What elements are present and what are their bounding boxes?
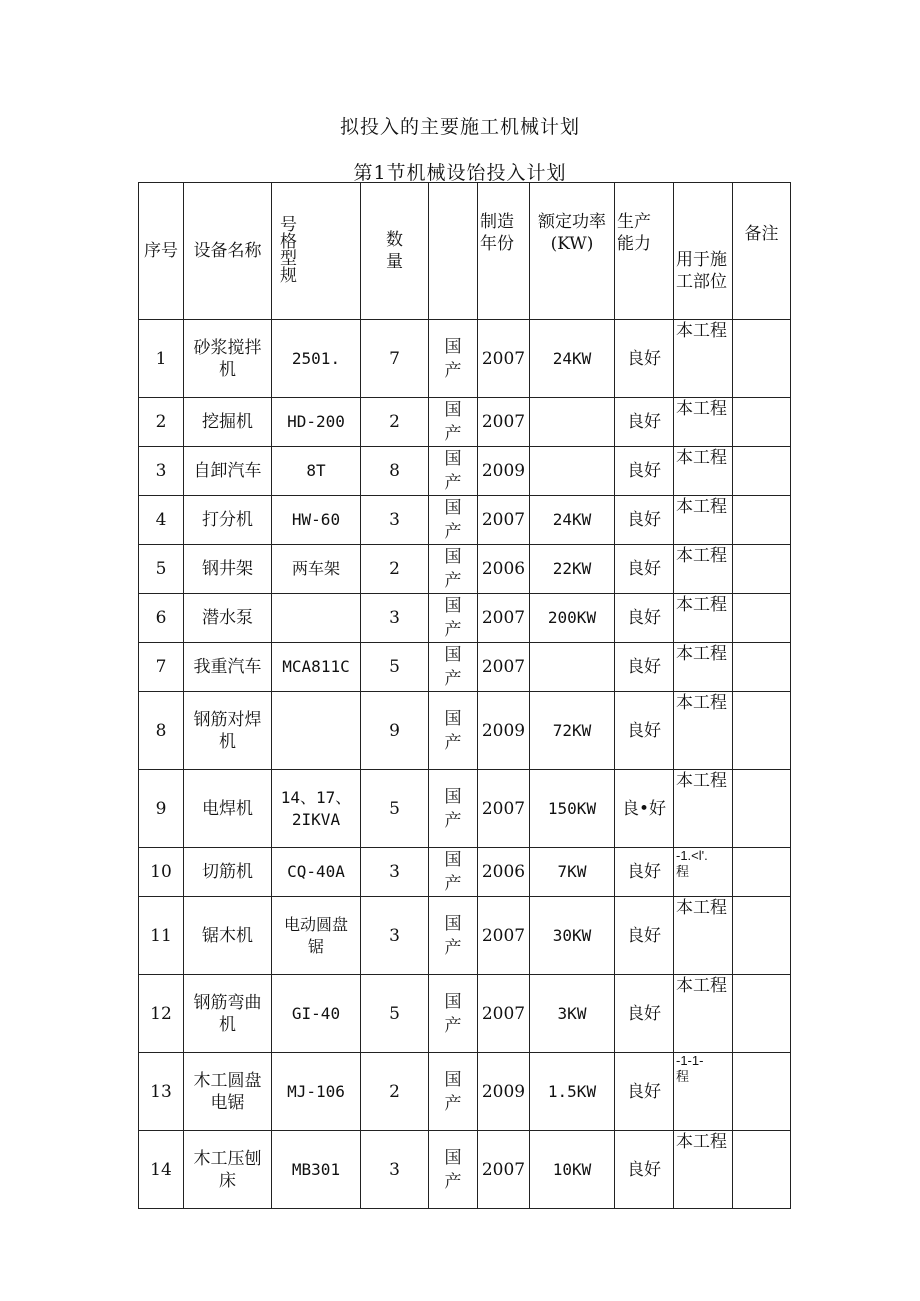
cell-power: 3KW [530, 975, 615, 1053]
cell-spec: MJ-106 [272, 1053, 361, 1131]
header-spec: 号 格 型 规 [272, 183, 361, 320]
cell-spec: 14、17、 2IKVA [272, 770, 361, 848]
cell-remark [733, 643, 791, 692]
cell-seq: 14 [139, 1131, 184, 1209]
cell-origin: 国 产 [429, 975, 478, 1053]
cell-seq: 12 [139, 975, 184, 1053]
cell-year: 2007 [478, 975, 530, 1053]
cell-remark [733, 594, 791, 643]
table-row [139, 398, 791, 447]
cell-capacity: 良好 [615, 692, 674, 770]
cell-name: 锯木机 [184, 897, 272, 975]
cell-year: 2007 [478, 897, 530, 975]
cell-power [530, 447, 615, 496]
cell-usage: 本工程 [674, 770, 733, 848]
cell-usage: 本工程 [674, 447, 733, 496]
cell-seq: 10 [139, 848, 184, 897]
cell-origin: 国 产 [429, 545, 478, 594]
cell-year: 2007 [478, 594, 530, 643]
cell-seq: 9 [139, 770, 184, 848]
cell-remark [733, 1053, 791, 1131]
cell-qty: 3 [361, 1131, 429, 1209]
cell-qty: 5 [361, 643, 429, 692]
cell-origin: 国 产 [429, 692, 478, 770]
table-row [139, 1053, 791, 1131]
cell-origin: 国 产 [429, 643, 478, 692]
header-origin [429, 183, 478, 320]
cell-usage: 本工程 [674, 398, 733, 447]
cell-remark [733, 770, 791, 848]
cell-capacity: 良好 [615, 1131, 674, 1209]
table-row [139, 447, 791, 496]
table-row [139, 320, 791, 398]
cell-power: 72KW [530, 692, 615, 770]
table-row [139, 643, 791, 692]
cell-spec: HW-60 [272, 496, 361, 545]
cell-spec: 8T [272, 447, 361, 496]
header-seq: 序号 [139, 183, 184, 320]
cell-spec: CQ-40A [272, 848, 361, 897]
header-row [139, 183, 791, 320]
cell-power: 10KW [530, 1131, 615, 1209]
cell-qty: 3 [361, 848, 429, 897]
cell-name: 钢井架 [184, 545, 272, 594]
cell-remark [733, 1131, 791, 1209]
table-row [139, 692, 791, 770]
header-name: 设备名称 [184, 183, 272, 320]
cell-qty: 2 [361, 545, 429, 594]
cell-origin: 国 产 [429, 496, 478, 545]
table-row [139, 897, 791, 975]
cell-power [530, 643, 615, 692]
cell-spec: MCA811C [272, 643, 361, 692]
cell-remark [733, 975, 791, 1053]
cell-origin: 国 产 [429, 594, 478, 643]
table-row [139, 975, 791, 1053]
cell-seq: 6 [139, 594, 184, 643]
cell-seq: 5 [139, 545, 184, 594]
cell-usage: 本工程 [674, 496, 733, 545]
cell-capacity: 良好 [615, 1053, 674, 1131]
document-title: 拟投入的主要施工机械计划 [339, 116, 580, 138]
cell-name: 砂浆搅拌 机 [184, 320, 272, 398]
cell-power: 24KW [530, 496, 615, 545]
cell-usage: 本工程 [674, 692, 733, 770]
cell-seq: 8 [139, 692, 184, 770]
cell-qty: 7 [361, 320, 429, 398]
cell-name: 潜水泵 [184, 594, 272, 643]
cell-name: 自卸汽车 [184, 447, 272, 496]
cell-name: 挖掘机 [184, 398, 272, 447]
cell-qty: 2 [361, 1053, 429, 1131]
cell-year: 2006 [478, 545, 530, 594]
cell-spec [272, 692, 361, 770]
cell-remark [733, 496, 791, 545]
cell-remark [733, 447, 791, 496]
cell-name: 切筋机 [184, 848, 272, 897]
cell-spec [272, 594, 361, 643]
header-capacity: 生产 能力 [615, 183, 674, 320]
cell-spec: 电动圆盘 锯 [272, 897, 361, 975]
cell-usage: 本工程 [674, 320, 733, 398]
cell-origin: 国 产 [429, 1053, 478, 1131]
cell-year: 2007 [478, 496, 530, 545]
cell-name: 钢筋对焊 机 [184, 692, 272, 770]
cell-capacity: 良好 [615, 594, 674, 643]
cell-name: 我重汽车 [184, 643, 272, 692]
cell-origin: 国 产 [429, 447, 478, 496]
cell-qty: 3 [361, 594, 429, 643]
cell-capacity: 良好 [615, 643, 674, 692]
section-subtitle: 第1节机械设饴投入计划 [353, 162, 567, 184]
cell-power: 1.5KW [530, 1053, 615, 1131]
cell-seq: 2 [139, 398, 184, 447]
cell-power: 30KW [530, 897, 615, 975]
cell-year: 2006 [478, 848, 530, 897]
table-row [139, 496, 791, 545]
cell-seq: 13 [139, 1053, 184, 1131]
cell-power: 22KW [530, 545, 615, 594]
cell-usage: -1.<l'. 程 [674, 848, 733, 897]
cell-name: 钢筋弯曲 机 [184, 975, 272, 1053]
cell-qty: 3 [361, 496, 429, 545]
table-row [139, 1131, 791, 1209]
cell-origin: 国 产 [429, 897, 478, 975]
cell-remark [733, 545, 791, 594]
cell-origin: 国 产 [429, 320, 478, 398]
cell-power: 150KW [530, 770, 615, 848]
cell-qty: 5 [361, 975, 429, 1053]
cell-name: 木工压刨 床 [184, 1131, 272, 1209]
cell-usage: 本工程 [674, 975, 733, 1053]
table-row [139, 770, 791, 848]
cell-spec: 两车架 [272, 545, 361, 594]
cell-usage: 本工程 [674, 545, 733, 594]
cell-capacity: 良好 [615, 447, 674, 496]
cell-year: 2009 [478, 1053, 530, 1131]
cell-year: 2007 [478, 1131, 530, 1209]
cell-origin: 国 产 [429, 770, 478, 848]
cell-seq: 11 [139, 897, 184, 975]
cell-capacity: 良好 [615, 320, 674, 398]
cell-name: 木工圆盘 电锯 [184, 1053, 272, 1131]
cell-name: 打分机 [184, 496, 272, 545]
cell-power: 7KW [530, 848, 615, 897]
cell-power: 24KW [530, 320, 615, 398]
machinery-table [138, 182, 791, 1209]
cell-capacity: 良好 [615, 545, 674, 594]
cell-spec: HD-200 [272, 398, 361, 447]
cell-remark [733, 848, 791, 897]
cell-spec: MB301 [272, 1131, 361, 1209]
cell-qty: 2 [361, 398, 429, 447]
cell-usage: 本工程 [674, 594, 733, 643]
cell-year: 2007 [478, 398, 530, 447]
cell-power: 200KW [530, 594, 615, 643]
header-qty: 数 量 [361, 183, 429, 320]
header-remark: 备注 [733, 183, 791, 320]
cell-power [530, 398, 615, 447]
cell-qty: 5 [361, 770, 429, 848]
cell-seq: 1 [139, 320, 184, 398]
cell-origin: 国 产 [429, 398, 478, 447]
cell-year: 2007 [478, 643, 530, 692]
cell-origin: 国 产 [429, 1131, 478, 1209]
cell-remark [733, 897, 791, 975]
cell-qty: 8 [361, 447, 429, 496]
cell-usage: 本工程 [674, 897, 733, 975]
cell-seq: 7 [139, 643, 184, 692]
header-year: 制造 年份 [478, 183, 530, 320]
cell-capacity: 良好 [615, 496, 674, 545]
cell-name: 电焊机 [184, 770, 272, 848]
cell-spec: 2501. [272, 320, 361, 398]
cell-seq: 4 [139, 496, 184, 545]
cell-remark [733, 320, 791, 398]
cell-usage: -1-1- 程 [674, 1053, 733, 1131]
cell-capacity: 良好 [615, 975, 674, 1053]
cell-origin: 国 产 [429, 848, 478, 897]
cell-year: 2009 [478, 447, 530, 496]
cell-capacity: 良好 [615, 398, 674, 447]
cell-seq: 3 [139, 447, 184, 496]
cell-spec: GI-40 [272, 975, 361, 1053]
cell-capacity: 良好 [615, 848, 674, 897]
cell-usage: 本工程 [674, 1131, 733, 1209]
table-row [139, 594, 791, 643]
cell-year: 2007 [478, 320, 530, 398]
cell-year: 2007 [478, 770, 530, 848]
header-power: 额定功率 (KW) [530, 183, 615, 320]
cell-qty: 9 [361, 692, 429, 770]
cell-capacity: 良•好 [615, 770, 674, 848]
table-row [139, 545, 791, 594]
header-usage: 用于施 工部位 [674, 183, 733, 320]
cell-remark [733, 692, 791, 770]
cell-qty: 3 [361, 897, 429, 975]
cell-capacity: 良好 [615, 897, 674, 975]
table-row [139, 848, 791, 897]
cell-remark [733, 398, 791, 447]
cell-usage: 本工程 [674, 643, 733, 692]
cell-year: 2009 [478, 692, 530, 770]
